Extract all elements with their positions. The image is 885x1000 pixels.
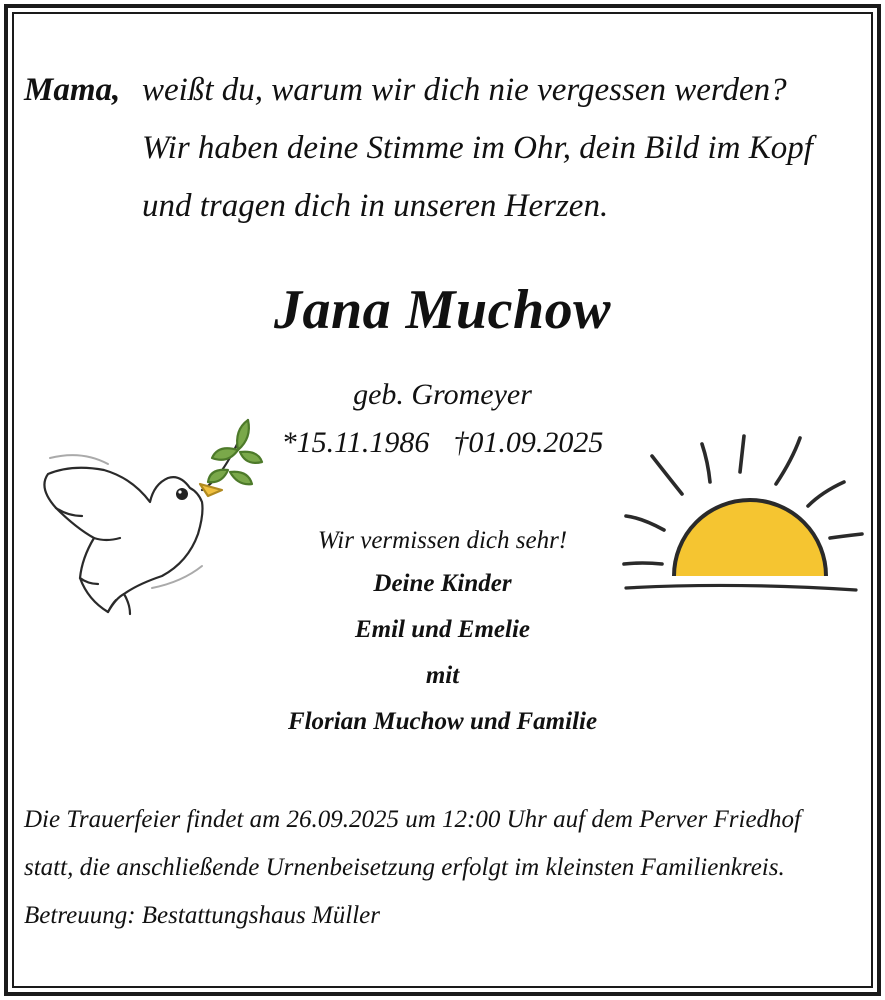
family-line-4: Florian Muchow und Familie (287, 708, 598, 735)
poem-line-1: weißt du, warum wir dich nie vergessen werden? (142, 72, 787, 108)
ceremony-line-2: statt, die anschließende Urnenbeisetzung erfolgt im kleinsten Familienkreis. (24, 854, 785, 881)
dove-with-olive-branch-icon (12, 378, 268, 646)
poem-line-2: Wir haben deine Stimme im Ohr, dein Bild im Kopf (142, 130, 813, 166)
ceremony-line-1: Die Trauerfeier findet am 26.09.2025 um 12:00 Uhr auf dem Perver Friedhof (24, 806, 801, 833)
setting-sun-icon (612, 426, 870, 602)
family-line-1: Deine Kinder (373, 570, 512, 597)
family-line-3: mit (425, 662, 460, 689)
family-line-2: Emil und Emelie (354, 616, 531, 643)
funeral-home-line: Betreuung: Bestattungshaus Müller (24, 902, 380, 929)
poem-addressee: Mama, (24, 72, 121, 108)
death-date: †01.09.2025 (453, 426, 604, 459)
poem-line-3: und tragen dich in unseren Herzen. (142, 188, 609, 224)
miss-line: Wir vermissen dich sehr! (317, 527, 568, 554)
birth-date: *15.11.1986 (281, 426, 430, 459)
ceremony-info (24, 796, 801, 940)
maiden-name: geb. Gromeyer (353, 378, 532, 411)
deceased-name: Jana Muchow (274, 279, 611, 341)
